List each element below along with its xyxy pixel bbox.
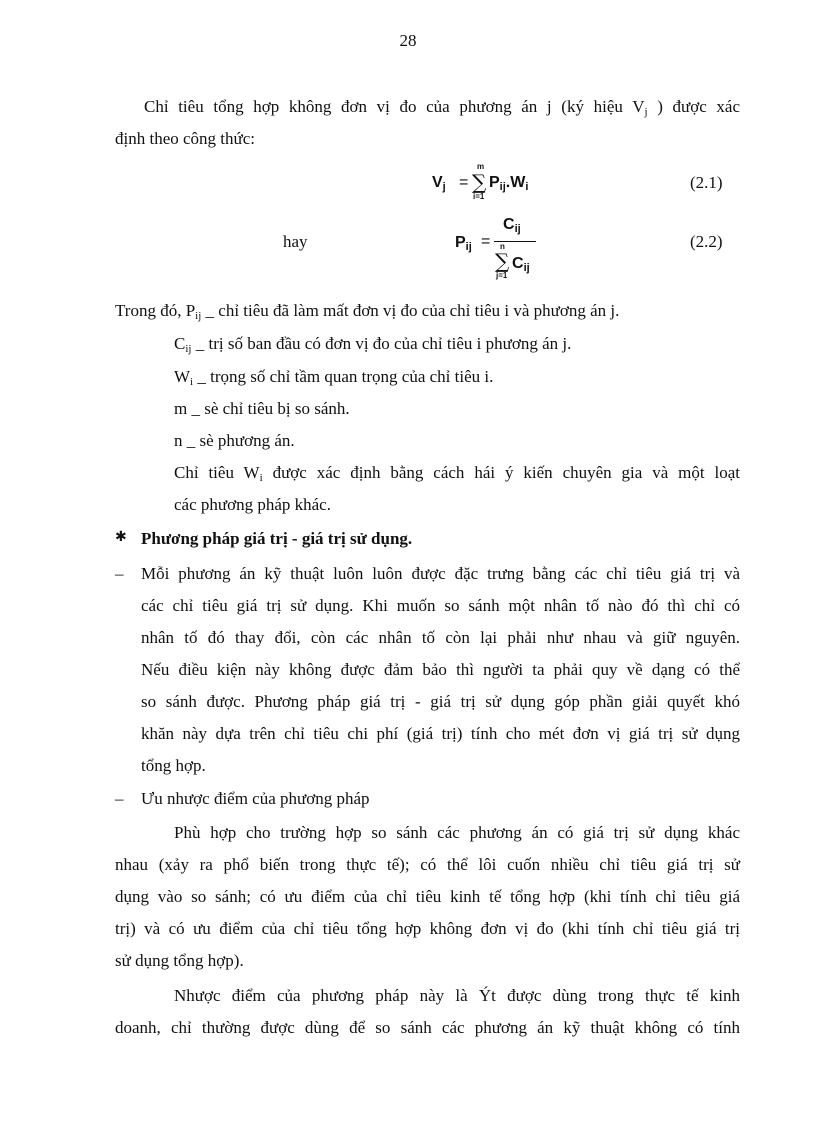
eq1-term: $P_{ij}.W_i$ — [489, 174, 529, 193]
eq1-sigma-icon: ∑ — [472, 170, 487, 194]
advantages-line-3: dụng vào so sánh; có ưu điểm của chỉ tiêu kinh tế tổng hợp (khi tính chỉ tiêu giá — [115, 887, 740, 906]
eq2-numerator: $C_{ij}$ — [503, 216, 521, 235]
dash-bullet-icon: – — [115, 564, 124, 583]
advantages-line-5: sử dụng tổng hợp). — [115, 951, 244, 970]
advantages-line-1: Phù hợp cho trường hợp so sánh các phương án có giá trị sử dụng khác — [174, 823, 740, 842]
definition-wi-method: Chỉ tiêu $W_i$ được xác định bằng cách hái ý kiến chuyên gia và một loạt — [174, 463, 741, 484]
eq2-sigma-icon: ∑ — [495, 249, 510, 273]
eq2-number: (2.2) — [690, 232, 723, 251]
eq2-denominator: $C_{ij}$ — [512, 255, 530, 274]
dash-bullet-icon-2: – — [115, 789, 124, 808]
intro-line-2: định theo công thức: — [115, 129, 255, 148]
paragraph-1-line-3: nhân tố đó thay đổi, còn các nhân tố còn lại phải như nhau và giữ nguyên. — [141, 628, 740, 647]
eq1-lhs: $V_j$ — [432, 174, 446, 193]
eq1-sum-bottom: i=1 — [473, 192, 485, 201]
definition-wi: $W_i$ _ trọng số chỉ tầm quan trọng của chỉ tiêu i. — [174, 367, 494, 388]
advantages-line-2: nhau (xảy ra phổ biến trong thực tế); có thể lôi cuốn nhiều chỉ tiêu giá trị sử — [115, 855, 740, 874]
section-heading: Phương pháp giá trị - giá trị sử dụng. — [141, 529, 413, 548]
definition-m: m _ sè chỉ tiêu bị so sánh. — [174, 399, 350, 418]
intro-line-1: Chỉ tiêu tổng hợp không đơn vị đo của phương án j (ký hiệu $V_j$ ) được xác — [144, 97, 740, 118]
disadvantages-line-2: doanh, chỉ thường được dùng để so sánh các phương án kỹ thuật không có tính — [115, 1018, 740, 1037]
paragraph-1-line-5: so sánh được. Phương pháp giá trị - giá trị sử dụng góp phần giải quyết khó — [141, 692, 740, 711]
eq1-equals: = — [459, 174, 469, 191]
definition-wi-method-2: các phương pháp khác. — [174, 495, 331, 514]
definition-cij: $C_{ij}$ _ trị số ban đầu có đơn vị đo của chỉ tiêu i phương án j. — [174, 334, 572, 355]
definition-n: n _ sè phương án. — [174, 431, 295, 450]
asterisk-bullet-icon: ✱ — [115, 530, 127, 545]
hay-label: hay — [283, 232, 308, 251]
eq2-lhs: $P_{ij}$ — [455, 234, 472, 253]
eq1-number: (2.1) — [690, 173, 723, 192]
page-number: 28 — [399, 31, 417, 50]
definition-pij: Trong đó, $P_{ij}$ _ chỉ tiêu đã làm mất đơn vị đo của chỉ tiêu i và phương án j. — [115, 301, 620, 322]
eq2-sum-top: n — [500, 242, 505, 251]
advantages-line-4: trị) và có ưu điểm của chỉ tiêu tổng hợp không đơn vị đo (khi tính chỉ tiêu giá trị — [115, 919, 740, 938]
paragraph-1-line-7: tổng hợp. — [141, 756, 206, 775]
eq2-equals: = — [481, 233, 491, 250]
advantages-heading: Ưu nhược điểm của phương pháp — [141, 789, 370, 808]
paragraph-1-line-1: Mỗi phương án kỹ thuật luôn luôn được đặc trưng bằng các chỉ tiêu giá trị và — [141, 564, 740, 583]
paragraph-1-line-4: Nếu điều kiện này không được đảm bảo thì người ta phải quy về dạng có thể — [141, 660, 740, 679]
disadvantages-line-1: Nhược điểm của phương pháp này là Ýt được dùng trong thực tế kinh — [174, 986, 740, 1005]
eq2-sum-bottom: j=1 — [496, 271, 508, 280]
paragraph-1-line-2: các chỉ tiêu giá trị sử dụng. Khi muốn so sánh một nhân tố nào đó thì chỉ có — [141, 596, 740, 615]
eq1-sum-top: m — [477, 162, 485, 171]
paragraph-1-line-6: khăn này dựa trên chỉ tiêu chi phí (giá trị) tính cho mét đơn vị giá trị sử dụng — [141, 724, 740, 743]
